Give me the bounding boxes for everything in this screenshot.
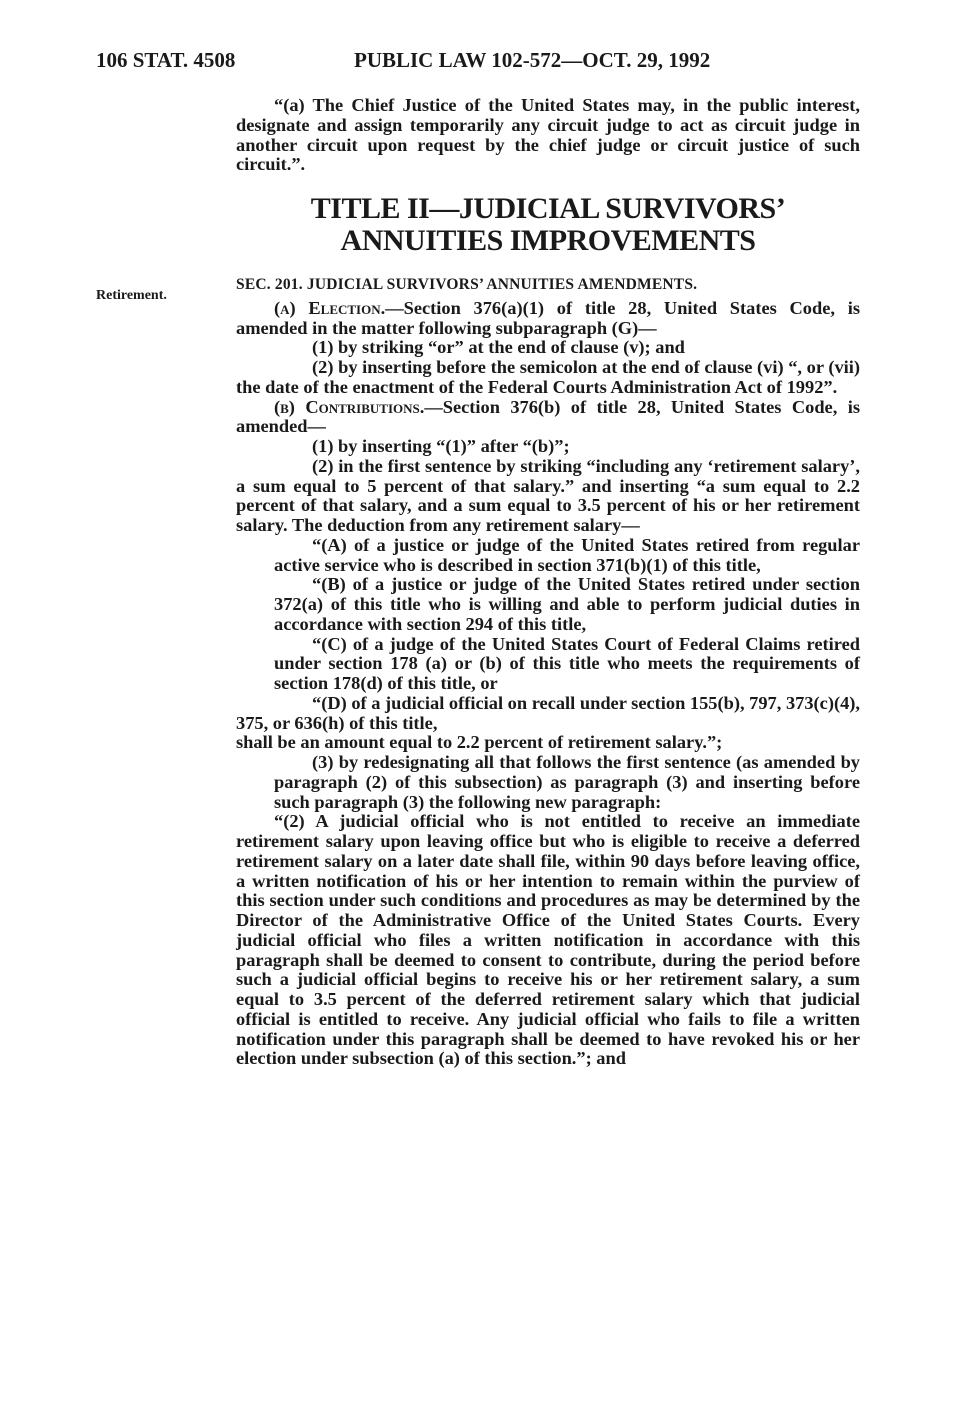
paragraph-b1: (1) by inserting “(1)” after “(b)”; — [312, 436, 570, 456]
paragraph-a1: (1) by striking “or” at the end of clause (v); and — [312, 337, 685, 358]
margin-note: Retirement. — [96, 288, 167, 303]
subsection-b — [236, 398, 860, 438]
quoted-clause-D: “(D) of a judicial official on recall under section 155(b), 797, 373(c)(4), 375, or 636(h) of this title, — [236, 692, 860, 733]
section-heading: SEC. 201. JUDICIAL SURVIVORS’ ANNUITIES AMENDMENTS. — [236, 276, 698, 293]
subsection-b-label: (b) Contributions. — [274, 396, 425, 417]
paragraph-b3: (3) by redesignating all that follows the first sentence (as amended by paragraph (2) of this subsection) as paragraph (3) and inserting before such paragraph (3) the following new paragraph: — [274, 752, 860, 812]
quoted-subsection-a: “(a) The Chief Justice of the United States may, in the public interest, designate and assign temporarily any circuit judge to act as circuit judge in another circuit upon request by the chief judge or circuit justice of such circuit.”. — [236, 95, 860, 175]
subsection-b-text: —Section 376(b) of title 28, United States Code, is amended— — [236, 396, 860, 437]
quoted-clause-A: “(A) of a justice or judge of the United States retired from regular active service who is described in section 371(b)(1) of this title, — [274, 534, 860, 575]
title-line-1: TITLE II—JUDICIAL SURVIVORS’ — [310, 192, 786, 225]
quoted-clause-C: “(C) of a judge of the United States Court of Federal Claims retired under section 178 (a) or (b) of this title who meets the requirements of section 178(d) of this title, or — [274, 633, 860, 693]
title-heading — [236, 193, 860, 257]
shall-clause: shall be an amount equal to 2.2 percent of retirement salary.”; — [236, 732, 723, 753]
paragraph-b2: (2) in the first sentence by striking “including any ‘retirement salary’, a sum equal to 5 percent of that salary.” and inserting “a sum equal to 2.2 percent of that salary, and a sum equal to 3.5 percent of his or her retirement salary. The deduction from any retirement salary— — [236, 455, 860, 535]
stat-page-number: 106 STAT. 4508 — [96, 48, 236, 72]
subsection-a — [236, 299, 860, 339]
quoted-paragraph-2: “(2) A judicial official who is not entitled to receive an immediate retirement salary upon leaving office but who is eligible to receive a deferred retirement salary on a later date shall file, within 90 days before leaving office, a written notification of his or her intention to remain within the purview of this section under such conditions and procedures as may be determined by the Director of the Administrative Office of the United States Courts. Every judicial official who files a written notification in accordance with this paragraph shall be deemed to consent to contribute, during the period before such a judicial official begins to receive his or her retirement salary, a sum equal to 3.5 percent of the deferred retirement salary which that judicial official is entitled to receive. Any judicial official who fails to file a written notification under this paragraph shall be deemed to have revoked his or her election under subsection (a) of this section.”; and — [236, 811, 860, 1069]
public-law-citation: PUBLIC LAW 102-572—OCT. 29, 1992 — [354, 48, 711, 72]
subsection-a-label: (a) Election. — [274, 297, 386, 318]
subsection-a-text: —Section 376(a)(1) of title 28, United States Code, is amended in the matter following subparagraph (G)— — [236, 297, 860, 338]
body-text — [236, 96, 860, 1069]
title-line-2: ANNUITIES IMPROVEMENTS — [340, 224, 756, 257]
quoted-clause-B: “(B) of a justice or judge of the United States retired under section 372(a) of this title who is willing and able to perform judicial duties in accordance with section 294 of this title, — [274, 574, 860, 634]
paragraph-a2: (2) by inserting before the semicolon at the end of clause (vi) “, or (vii) the date of the enactment of the Federal Courts Administration Act of 1992”. — [236, 357, 860, 397]
